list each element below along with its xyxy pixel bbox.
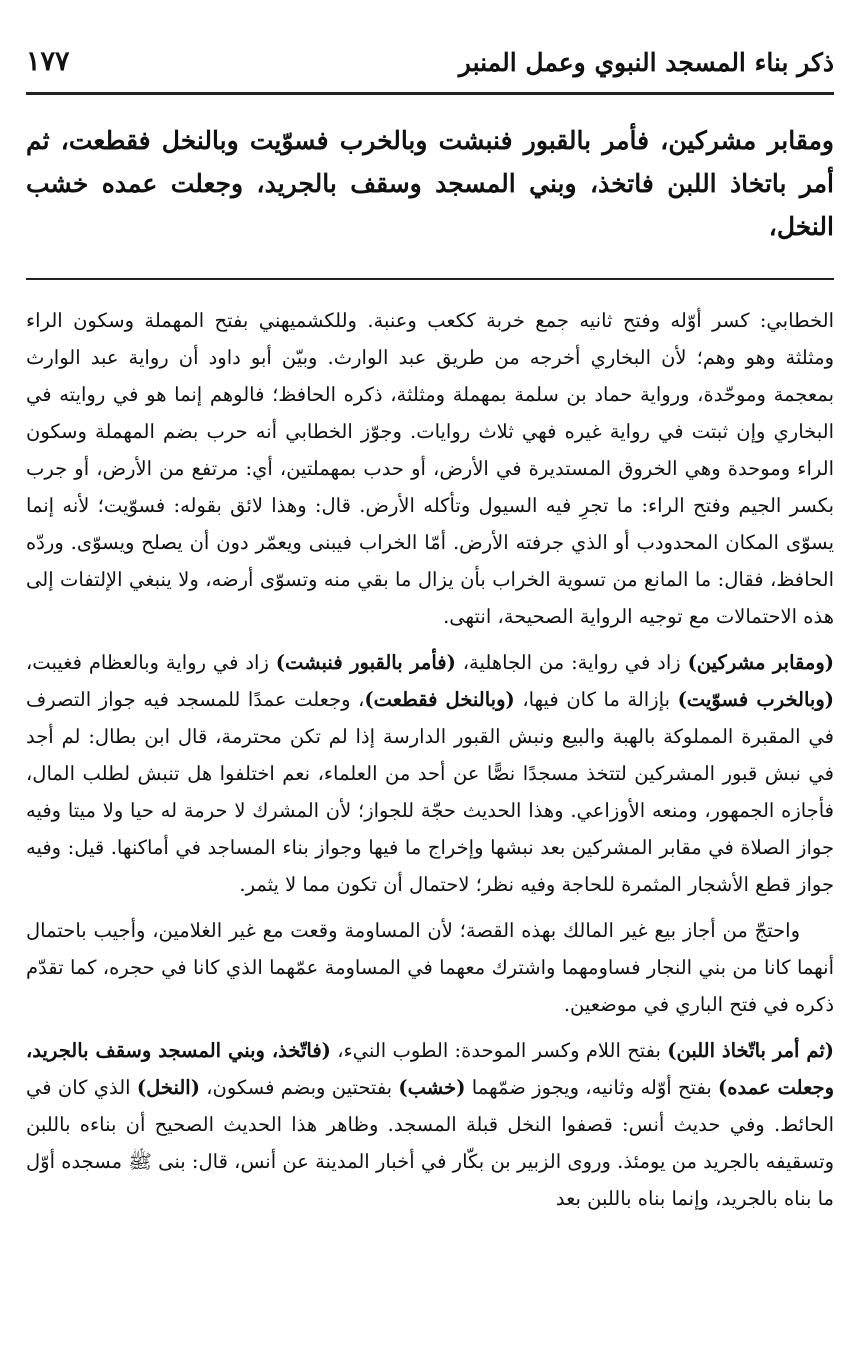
quoted-lemma: (ومقابر مشركين) xyxy=(687,651,834,674)
hadith-text: ومقابر مشركين، فأمر بالقبور فنبشت وبالخرب فسوّيت وبالنخل فقطعت، ثم أمر باتخاذ اللبن فاتخذ، وبني المسجد وسقف بالجريد، وجعلت عمده خشب النخل، xyxy=(26,126,834,241)
quoted-lemma: (خشب) xyxy=(398,1076,466,1099)
section-divider xyxy=(26,278,834,280)
commentary-text: زاد في رواية وبالعظام فغيبت، xyxy=(26,651,276,674)
quoted-lemma: (وبالنخل فقطعت) xyxy=(364,688,515,711)
commentary-text: بفتحتين وبضم فسكون، xyxy=(199,1076,399,1099)
document-page xyxy=(26,40,834,1226)
quoted-lemma: (وبالخرب فسوّيت) xyxy=(677,688,834,711)
quoted-lemma: (النخل) xyxy=(136,1076,200,1099)
running-title: ذكر بناء المسجد النبوي وعمل المنبر xyxy=(458,48,834,77)
commentary-text: بفتح اللام وكسر الموحدة: الطوب النيء، xyxy=(330,1039,668,1062)
page-number: ١٧٧ xyxy=(26,46,70,77)
commentary-text: الذي كان في الحائط. وفي حديث أنس: قصفوا النخل قبلة المسجد. وظاهر هذا الحديث الصحيح أن بناءه باللبن وتسقيفه بالجريد من يومئذ. وروى الزبير بن بكّار في أخبار المدينة عن أنس، قال: بنى ﷺ مسجده أوّل ما بناه بالجريد، وإنما بناه باللبن بعد xyxy=(26,1076,834,1210)
quoted-lemma: (فأمر بالقبور فنبشت) xyxy=(275,651,456,674)
running-header xyxy=(26,40,834,95)
quoted-lemma: (فاتّخذ، وبني المسجد وسقف بالجريد، وجعلت عمده) xyxy=(26,1039,835,1099)
commentary xyxy=(26,302,834,1217)
commentary-text: بإزالة ما كان فيها، xyxy=(514,688,678,711)
commentary-paragraph: الخطابي: كسر أوّله وفتح ثانيه جمع خربة ككعب وعنبة. وللكشميهني بفتح المهملة وسكون الراء ومثلثة وهو وهم؛ لأن البخاري أخرجه من طريق عبد الوارث. وبيّن أبو داود أن رواية عبد الوارث بمعجمة وموحّدة، ورواية حماد بن سلمة بمهملة ومثلثة، ذكره الحافظ؛ فالوهم إنما هو في روايته في البخاري وإن ثبتت في رواية غيره فهي ثلاث روايات. وجوّز الخطابي أنه حرب بضم المهملة وسكون الراء وموحدة وهي الخروق المستديرة في الأرض، أو حدب بمهملتين، أي: مرتفع من الأرض، أو جرب بكسر الجيم وفتح الراء: ما تجرِ فيه السيول وتأكله الأرض. قال: وهذا لائق بقوله: فسوّيت؛ لأنه إنما يسوّى المكان المحدودب أو الذي جرفته الأرض. أمّا الخراب فيبنى ويعمّر دون أن يصلح ويسوّى. وردّه الحافظ، فقال: ما المانع من تسوية الخراب بأن يزال ما بقي منه وتسوّى أرضه، ولا ينبغي الإلتفات إلى هذه الاحتمالات مع توجيه الرواية الصحيحة، انتهى. xyxy=(26,309,834,628)
commentary-paragraph xyxy=(26,1032,834,1217)
commentary-paragraph: واحتجّ من أجاز بيع غير المالك بهذه القصة؛ لأن المساومة وقعت مع غير الغلامين، وأجيب باحتمال أنهما كانا من بني النجار فساومهما واشترك معهما في المساومة عمّهما الذي كانا في حجره، كما تقدّم ذكره في فتح الباري في موضعين. xyxy=(26,919,834,1016)
commentary-text: ، وجعلت عمدًا للمسجد فيه جواز التصرف في المقبرة المملوكة بالهبة والبيع ونبش القبور الدارسة إذا لم تكن محترمة، قال ابن بطال: لم أجد في نبش قبور المشركين لتتخذ مسجدًا نصًّا عن أحد من العلماء، نعم اختلفوا هل تنبش لطلب المال، فأجازه الجمهور، ومنعه الأوزاعي. وهذا الحديث حجّة للجواز؛ لأن المشرك لا حرمة له حيا ولا ميتا وفيه جواز الصلاة في مقابر المشركين بعد نبشها وإخراج ما فيها وجواز بناء المساجد في أماكنها. قيل: وفيه جواز قطع الأشجار المثمرة للحاجة وفيه نظر؛ لاحتمال أن تكون مما لا يثمر. xyxy=(26,688,834,896)
commentary-text: زاد في رواية: من الجاهلية، xyxy=(455,651,688,674)
commentary-text: بفتح أوّله وثانيه، ويجوز ضمّهما xyxy=(465,1076,719,1099)
quoted-lemma: (ثم أمر باتّخاذ اللبن) xyxy=(667,1039,834,1062)
commentary-paragraph xyxy=(26,644,834,903)
